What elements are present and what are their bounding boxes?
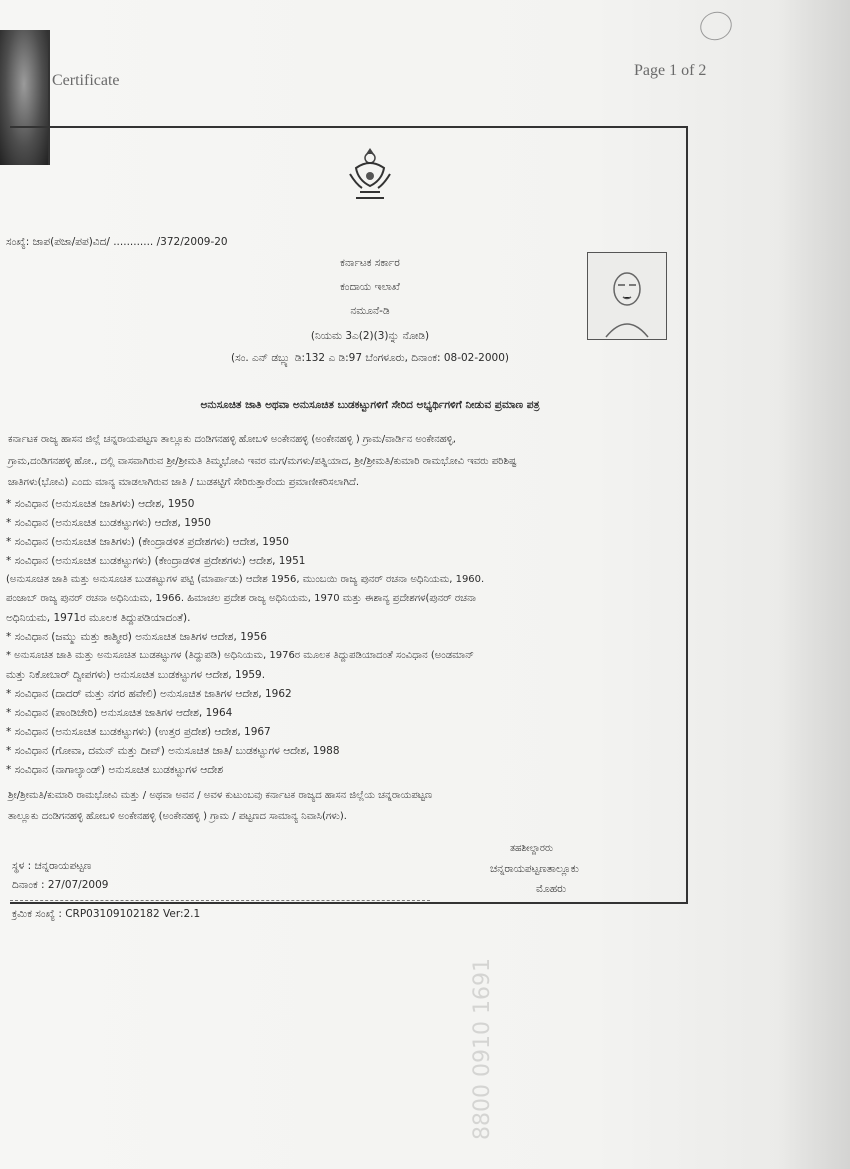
- order-line: * ಸಂವಿಧಾನ (ಅನುಸೂಚಿತ ಬುಡಕಟ್ಟುಗಳು) ಆದೇಶ, 1950: [6, 517, 211, 529]
- bleed-through-text: 8800 0910 1691: [470, 958, 495, 1140]
- order-line: ಅಧಿನಿಯಮ, 1971ರ ಮೂಲಕ ತಿದ್ದುಪಡಿಯಾದಂತೆ).: [6, 612, 191, 624]
- government-name: ಕರ್ನಾಟಕ ಸರ್ಕಾರ: [340, 257, 400, 269]
- order-line: * ಸಂವಿಧಾನ (ಅನುಸೂಚಿತ ಬುಡಕಟ್ಟುಗಳು) (ಉತ್ತರ ಪ್ರದೇಶ) ಆದೇಶ, 1967: [6, 726, 271, 738]
- signatory-office: ಚನ್ನರಾಯಪಟ್ಟಣತಾಲ್ಲೂಕು: [490, 863, 579, 875]
- serial-number: ಕ್ರಮಿಕ ಸಂಖ್ಯೆ : CRP03109102182 Ver:2.1: [12, 908, 201, 920]
- place: ಸ್ಥಳ : ಚನ್ನರಾಯಪಟ್ಟಣ: [12, 860, 92, 872]
- certificate-heading: ಅನುಸೂಚಿತ ಜಾತಿ ಅಥವಾ ಅನುಸೂಚಿತ ಬುಡಕಟ್ಟುಗಳಿಗೆ ಸೇರಿದ ಅಭ್ಯರ್ಥಿಗಳಿಗೆ ನೀಡುವ ಪ್ರಮಾಣ ಪತ್ರ: [200, 399, 540, 411]
- order-line: (ಅನುಸೂಚಿತ ಜಾತಿ ಮತ್ತು ಅನುಸೂಚಿತ ಬುಡಕಟ್ಟುಗಳ ಪಟ್ಟಿ (ಮಾರ್ಪಾಡು) ಆದೇಶ 1956, ಮುಂಬಯಿ ರಾಜ್ಯ ಪುನರ್ ರಚನಾ ಅಧಿನಿಯಮ, 1960.: [6, 574, 485, 585]
- scan-shadow: [778, 0, 850, 1169]
- rule-reference: (ನಿಯಮ 3ಎ(2)(3)ನ್ನು ನೋಡಿ): [310, 330, 430, 342]
- state-emblem-icon: [346, 144, 394, 206]
- order-line: ಪಂಜಾಬ್ ರಾಜ್ಯ ಪುನರ್ ರಚನಾ ಅಧಿನಿಯಮ, 1966. ಹಿಮಾಚಲ ಪ್ರದೇಶ ರಾಜ್ಯ ಅಧಿನಿಯಮ, 1970 ಮತ್ತು ಈಶಾನ್ಯ ಪ್ರದೇಶಗಳ(ಪುನರ್ ರಚನಾ: [6, 593, 477, 604]
- page-number: Page 1 of 2: [634, 62, 707, 79]
- para1-line: ಜಾತಿಗಳು(ಭೋವಿ) ಎಂದು ಮಾನ್ಯ ಮಾಡಲಾಗಿರುವ ಜಾತಿ / ಬುಡಕಟ್ಟಿಗೆ ಸೇರಿರುತ್ತಾರೆಂದು ಪ್ರಮಾಣೀಕರಿಸಲಾಗಿದೆ.: [8, 477, 360, 488]
- order-line: * ಸಂವಿಧಾನ (ನಾಗಾಲ್ಯಾಂಡ್) ಅನುಸೂಚಿತ ಬುಡಕಟ್ಟುಗಳ ಆದೇಶ: [6, 764, 224, 776]
- order-line: * ಸಂವಿಧಾನ (ದಾದರ್ ಮತ್ತು ನಗರ ಹವೇಲಿ) ಅನುಸೂಚಿತ ಜಾತಿಗಳ ಆದೇಶ, 1962: [6, 688, 292, 700]
- signatory-title: ತಹಶೀಲ್ದಾರರು: [510, 843, 554, 854]
- order-line: * ಸಂವಿಧಾನ (ಅನುಸೂಚಿತ ಬುಡಕಟ್ಟುಗಳು) (ಕೇಂದ್ರಾಡಳಿತ ಪ್ರದೇಶಗಳು) ಆದೇಶ, 1951: [6, 555, 306, 567]
- order-line: * ಸಂವಿಧಾನ (ಗೋವಾ, ದಮನ್ ಮತ್ತು ದೀವ್) ಅನುಸೂಚಿತ ಜಾತಿ/ ಬುಡಕಟ್ಟುಗಳ ಆದೇಶ, 1988: [6, 745, 340, 757]
- print-title: Certificate: [52, 72, 120, 89]
- reference-number: ಸಂಖ್ಯೆ: ಜಾಪ(ಪಜಾ/ಪಪ)ವಿದ/ ............ /372/2009-20: [6, 236, 228, 248]
- handwritten-mark: [696, 7, 736, 44]
- seal-label: ಮೊಹರು: [536, 883, 567, 895]
- order-line: * ಸಂವಿಧಾನ (ಜಮ್ಮು ಮತ್ತು ಕಾಶ್ಮೀರ) ಅನುಸೂಚಿತ ಜಾತಿಗಳ ಆದೇಶ, 1956: [6, 631, 267, 643]
- order-line: * ಸಂವಿಧಾನ (ಅನುಸೂಚಿತ ಜಾತಿಗಳು) (ಕೇಂದ್ರಾಡಳಿತ ಪ್ರದೇಶಗಳು) ಆದೇಶ, 1950: [6, 536, 289, 548]
- footer-divider: [10, 900, 430, 901]
- para1-line: ಗ್ರಾಮ,ದಂಡಿಗನಹಳ್ಳಿ ಹೋ., ದಲ್ಲಿ ವಾಸವಾಗಿರುವ ಶ್ರೀ/ಶ್ರೀಮತಿ ತಿಮ್ಮಭೋವಿ ಇವರ ಮಗ/ಮಗಳು/ಪತ್ನಿಯಾದ, ಶ್ರೀ/ಶ್ರೀಮತಿ/ಕುಮಾರಿ ರಾಮಭೋವಿ ಇವರು ಪರಿಶಿಷ್ಟ: [8, 456, 517, 467]
- form-name: ನಮೂನೆ-ಡಿ: [350, 305, 390, 317]
- order-line: * ಸಂವಿಧಾನ (ಪಾಂಡಿಚೇರಿ) ಅನುಸೂಚಿತ ಜಾತಿಗಳ ಆದೇಶ, 1964: [6, 707, 233, 719]
- order-line: * ಸಂವಿಧಾನ (ಅನುಸೂಚಿತ ಜಾತಿಗಳು) ಆದೇಶ, 1950: [6, 498, 195, 510]
- order-line: ಮತ್ತು ನಿಕೋಬಾರ್ ದ್ವೀಪಗಳು) ಅನುಸೂಚಿತ ಬುಡಕಟ್ಟುಗಳ ಆದೇಶ, 1959.: [6, 669, 266, 681]
- order-line: * ಅನುಸೂಚಿತ ಜಾತಿ ಮತ್ತು ಅನುಸೂಚಿತ ಬುಡಕಟ್ಟುಗಳ (ತಿದ್ದುಪಡಿ) ಅಧಿನಿಯಮ, 1976ರ ಮೂಲಕ ತಿದ್ದುಪಡಿಯಾದಂತೆ ಸಂವಿಧಾನ (ಅಂಡಮಾನ್: [6, 650, 474, 661]
- issue-date: ದಿನಾಂಕ : 27/07/2009: [12, 879, 109, 891]
- department-name: ಕಂದಾಯ ಇಲಾಖೆ: [340, 281, 400, 293]
- notification-reference: (ಸಂ. ಎನ್ ಡಬ್ಲ್ಯು ಡಿ:132 ಎ ಡಿ:97 ಬೆಂಗಳೂರು, ದಿನಾಂಕ: 08-02-2000): [231, 352, 509, 364]
- para1-line: ಕರ್ನಾಟಕ ರಾಜ್ಯ ಹಾಸನ ಜಿಲ್ಲೆ ಚನ್ನರಾಯಪಟ್ಟಣ ತಾಲ್ಲೂಕು ದಂಡಿಗನಹಳ್ಳಿ ಹೋಬಳಿ ಅಂಕೇನಹಳ್ಳಿ (ಅಂಕೇನಹಳ್ಳಿ ) ಗ್ರಾಮ/ವಾರ್ಡಿನ ಅಂಕೇನಹಳ್ಳಿ,: [8, 434, 456, 445]
- para2-line: ತಾಲ್ಲೂಕು ದಂಡಿಗನಹಳ್ಳಿ ಹೋಬಳಿ ಅಂಕೇನಹಳ್ಳಿ (ಅಂಕೇನಹಳ್ಳಿ ) ಗ್ರಾಮ / ಪಟ್ಟಣದ ಸಾಮಾನ್ಯ ನಿವಾಸಿ(ಗಳು).: [8, 811, 347, 822]
- para2-line: ಶ್ರೀ/ಶ್ರೀಮತಿ/ಕುಮಾರಿ ರಾಮಭೋವಿ ಮತ್ತು / ಅಥವಾ ಅವನ / ಅವಳ ಕುಟುಂಬವು ಕರ್ನಾಟಕ ರಾಜ್ಯದ ಹಾಸನ ಜಿಲ್ಲೆಯ ಚನ್ನರಾಯಪಟ್ಟಣ: [8, 790, 433, 801]
